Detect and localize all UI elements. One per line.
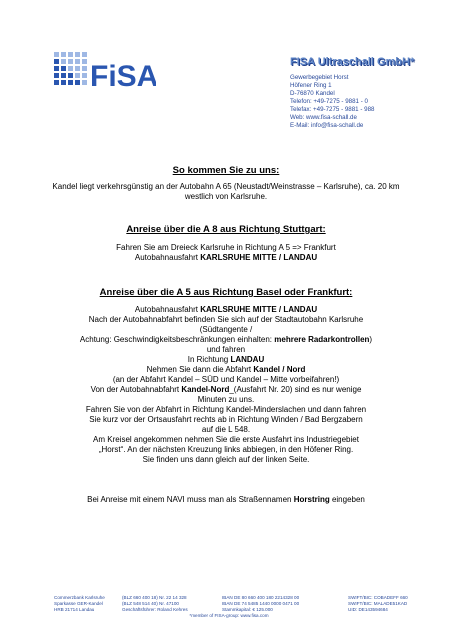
intro-text xyxy=(50,182,402,202)
fisa-logo-graphic xyxy=(52,50,156,100)
a5-text: _(Ausfahrt Nr. 20) sind es nur wenige xyxy=(229,385,362,394)
phone-line: Telefon: +49-7275 - 9881 - 0 xyxy=(290,98,368,105)
a5-line: Fahren Sie von der Abfahrt in Richtung Kandel-Minderslachen und dann fahren xyxy=(85,405,367,414)
a5-line xyxy=(50,335,402,345)
a5-line: auf die L 548. xyxy=(201,425,251,434)
address-line: Höfener Ring 1 xyxy=(290,82,332,89)
a5-section xyxy=(50,305,402,465)
footer-cell: SWIFT/BIC: COBADEFF 660 xyxy=(348,595,408,600)
web-link[interactable]: Web: www.fisa-schall.de xyxy=(290,114,357,121)
a5-line: Sie kurz vor der Ortsausfahrt rechts ab in Richtung Winden / Bad Bergzabern xyxy=(89,415,363,424)
footer-cell: Stammkapital: € 125.000 xyxy=(222,607,273,612)
a5-text: Achtung: Geschwindigkeitsbeschränkungen einhalten: xyxy=(79,335,275,344)
svg-text:FiSA: FiSA xyxy=(90,60,156,93)
a5-line: (Südtangente / xyxy=(199,325,253,334)
a8-line xyxy=(50,253,402,263)
a5-line: Sie finden uns dann gleich auf der linken Seite. xyxy=(142,455,310,464)
navi-note xyxy=(50,495,402,505)
a5-line: Minuten zu uns. xyxy=(197,395,255,404)
footer-cell: SWIFT/BIC: MALADE51KAD xyxy=(348,601,408,606)
footer-cell: Sparkasse GER-Kandel xyxy=(54,601,103,606)
a5-bold: mehrere Radarkontrollen xyxy=(274,335,370,344)
a5-bold: Kandel-Nord xyxy=(181,385,230,394)
footer-cell: UID: DE143594684 xyxy=(348,607,388,612)
a5-line: Nach der Autobahnabfahrt befinden Sie sich auf der Stadtautobahn Karlsruhe xyxy=(88,315,364,324)
footer xyxy=(54,595,408,619)
a5-text: ) xyxy=(369,335,373,344)
a5-bold: KARLSRUHE MITTE / LANDAU xyxy=(200,305,318,314)
a5-line xyxy=(50,385,402,395)
company-name: FISA Ultraschall GmbH* xyxy=(290,56,415,68)
a5-bold: Kandel / Nord xyxy=(253,365,306,374)
a5-line: (an der Abfahrt Kandel – SÜD und Kandel – Mitte vorbeifahren!) xyxy=(112,375,340,384)
company-block xyxy=(290,56,440,130)
a8-exit-name: KARLSRUHE MITTE / LANDAU xyxy=(200,253,318,262)
footer-note: *member of FISA-group: www.fisa.com xyxy=(189,613,269,618)
fisa-logo xyxy=(52,50,156,100)
a5-heading: Anreise über die A 5 aus Richtung Basel oder Frankfurt: xyxy=(99,287,353,298)
navi-street: Horstring xyxy=(293,495,330,504)
a8-section xyxy=(50,243,402,263)
a8-line: Fahren Sie am Dreieck Karlsruhe in Richtung A 5 => Frankfurt xyxy=(116,243,336,252)
a5-line xyxy=(50,365,402,375)
address-line: Gewerbegebiet Horst xyxy=(290,74,349,81)
navi-line xyxy=(50,495,402,505)
footer-cell: (BLZ 660 400 18) Nr. 22 14 328 xyxy=(122,595,187,600)
a5-line xyxy=(50,355,402,365)
a8-exit-prefix: Autobahnausfahrt xyxy=(134,253,201,262)
a5-line: und fahren xyxy=(206,345,246,354)
address-line: D-76870 Kandel xyxy=(290,90,335,97)
intro-paragraph: Kandel liegt verkehrsgünstig an der Autobahn A 65 (Neustadt/Weinstrasse – Karlsruhe), ca. 20 km westlich von Karlsruhe. xyxy=(52,182,400,201)
a5-line xyxy=(50,305,402,315)
intro-heading: So kommen Sie zu uns: xyxy=(172,165,280,176)
a5-text: Von der Autobahnabfahrt xyxy=(90,385,182,394)
footer-cell: IBAN DE 80 660 400 180 2214328 00 xyxy=(222,595,300,600)
email-link[interactable]: E-Mail: info@fisa-schall.de xyxy=(290,122,364,129)
a5-bold: LANDAU xyxy=(230,355,265,364)
footer-row xyxy=(54,607,404,613)
footer-cell: Commerzbank Karlsruhe xyxy=(54,595,105,600)
navi-text: Bei Anreise mit einem NAVI muss man als Straßennamen xyxy=(87,495,294,504)
fax-line: Telefax: +49-7275 - 9881 - 988 xyxy=(290,106,375,113)
a5-line: Am Kreisel angekommen nehmen Sie die erste Ausfahrt ins Industriegebiet xyxy=(93,435,359,444)
footer-cell: HRB 21714 Landau xyxy=(54,607,95,612)
footer-cell: Geschäftsführer: Roland Kehres xyxy=(122,607,188,612)
a5-text: In Richtung xyxy=(187,355,231,364)
a8-heading: Anreise über die A 8 aus Richtung Stuttgart: xyxy=(126,224,326,235)
navi-text: eingeben xyxy=(329,495,365,504)
a5-text: Nehmen Sie dann die Abfahrt xyxy=(146,365,254,374)
footer-cell: (BLZ 548 514 40) Nr. 47100 xyxy=(122,601,179,606)
footer-cell: IBAN DE 74 5485 1440 0000 0471 00 xyxy=(222,601,300,606)
a5-text: Autobahnausfahrt xyxy=(134,305,201,314)
company-address xyxy=(290,74,440,130)
a5-line: „Horst“. An der nächsten Kreuzung links abbiegen, in den Höfener Ring. xyxy=(98,445,354,454)
